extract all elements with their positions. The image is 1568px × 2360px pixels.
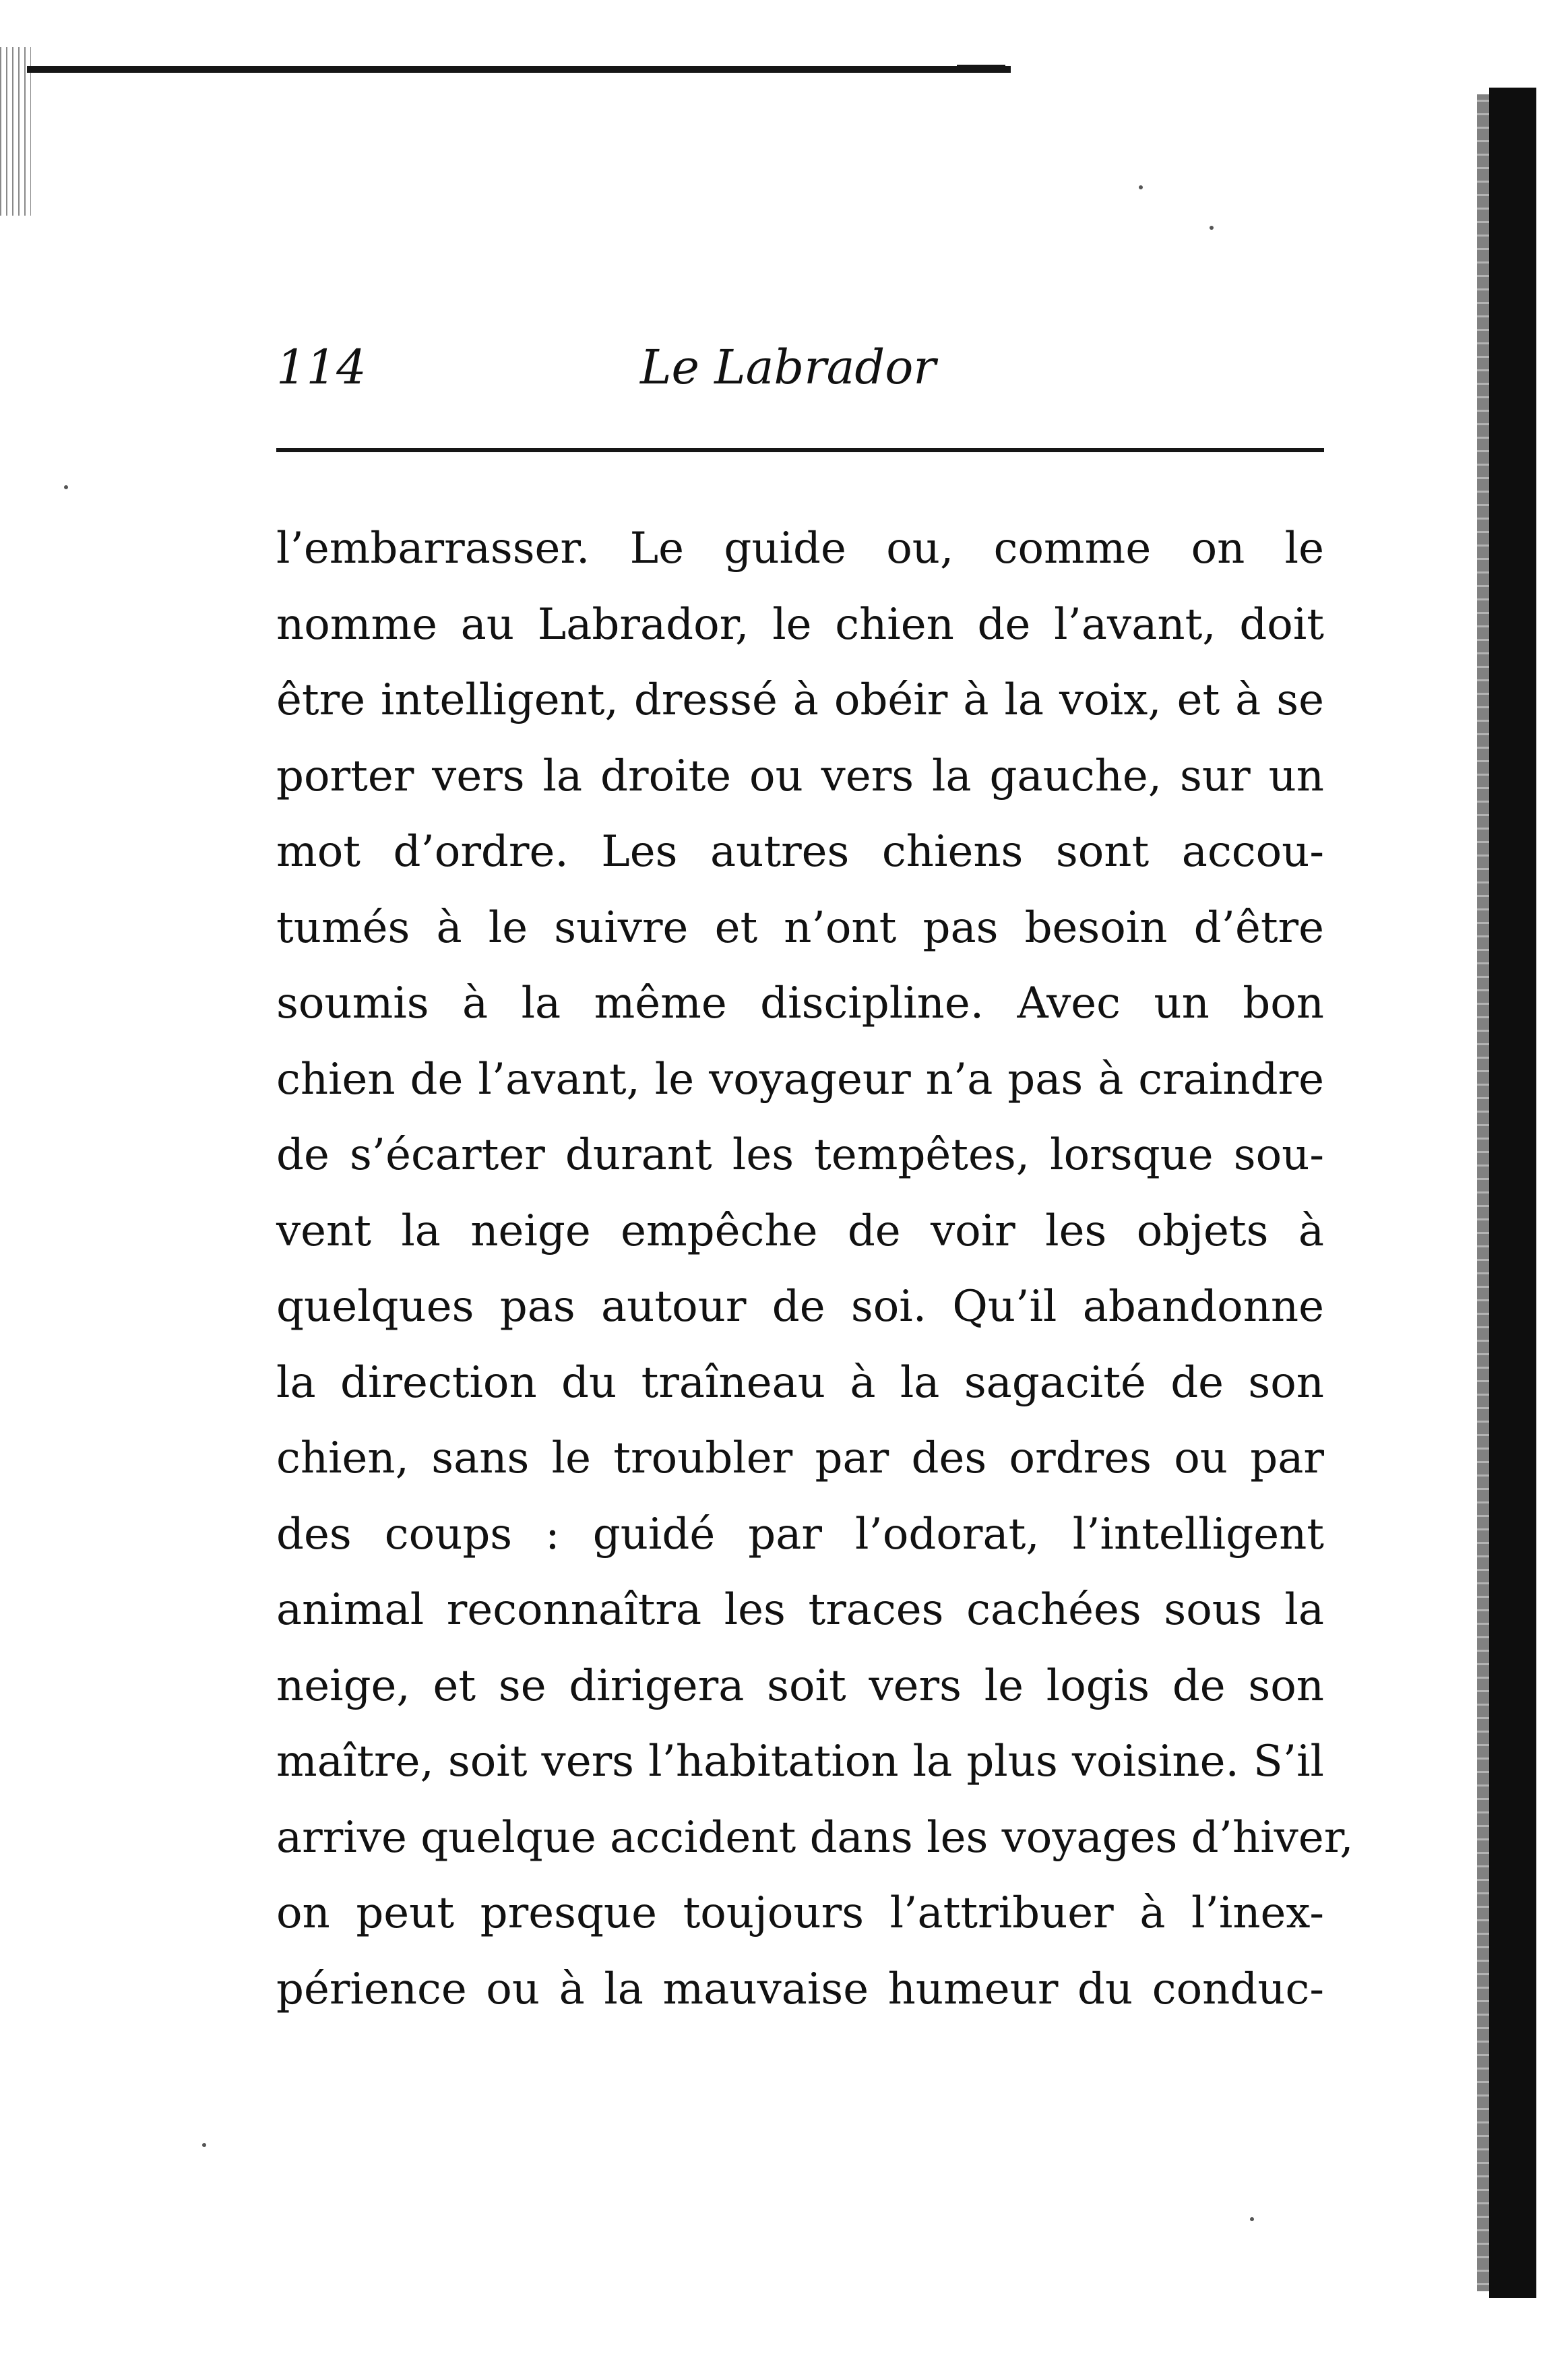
text-line: mot d’ordre. Les autres chiens sont accou- [276,827,1324,877]
text-line: nomme au Labrador, le chien de l’avant, doit [276,599,1324,650]
text-line: vent la neige empêche de voir les objets à [276,1206,1324,1256]
text-line: l’embarrasser. Le guide ou, comme on le [276,524,1324,573]
top-scan-rule-fragment [957,65,1005,73]
text-line: chien, sans le troubler par des ordres ou par [276,1433,1324,1483]
top-scan-rule [27,66,1011,73]
scan-binding-shadow [1489,88,1536,2298]
text-line: soumis à la même discipline. Avec un bon [276,979,1324,1028]
text-line: quelques pas autour de soi. Qu’il abandonne [276,1282,1324,1332]
scan-speck [1139,185,1143,189]
scan-speck [202,2143,206,2147]
text-line: neige, et se dirigera soit vers le logis de son [276,1660,1324,1711]
text-line: la direction du traîneau à la sagacité de son [276,1357,1324,1408]
scan-speck [1250,2217,1254,2221]
text-line: porter vers la droite ou vers la gauche, sur un [276,751,1324,801]
text-line: tumés à le suivre et n’ont pas besoin d’être [276,902,1324,953]
text-line: des coups : guidé par l’odorat, l’intelligent [276,1509,1324,1559]
header-rule [276,448,1324,452]
text-line: arrive quelque accident dans les voyages d’hiver, [276,1812,1354,1863]
text-line: de s’écarter durant les tempêtes, lorsque sou- [276,1130,1324,1180]
page-number: 114 [276,340,367,395]
text-line: périence ou à la mauvaise humeur du conduc- [276,1964,1324,2014]
running-title: Le Labrador [640,340,936,395]
scan-speck [1210,226,1214,230]
running-head [276,330,1321,404]
text-line: être intelligent, dressé à obéir à la voix, et à se [276,675,1324,725]
text-line: on peut presque toujours l’attribuer à l’inex- [276,1888,1324,1938]
text-line: maître, soit vers l’habitation la plus voisine. S’il [276,1737,1324,1787]
text-line: animal reconnaîtra les traces cachées sous la [276,1585,1324,1635]
text-line: chien de l’avant, le voyageur n’a pas à craindre [276,1054,1324,1105]
body-text [276,511,1354,2027]
scan-speck [64,485,68,489]
